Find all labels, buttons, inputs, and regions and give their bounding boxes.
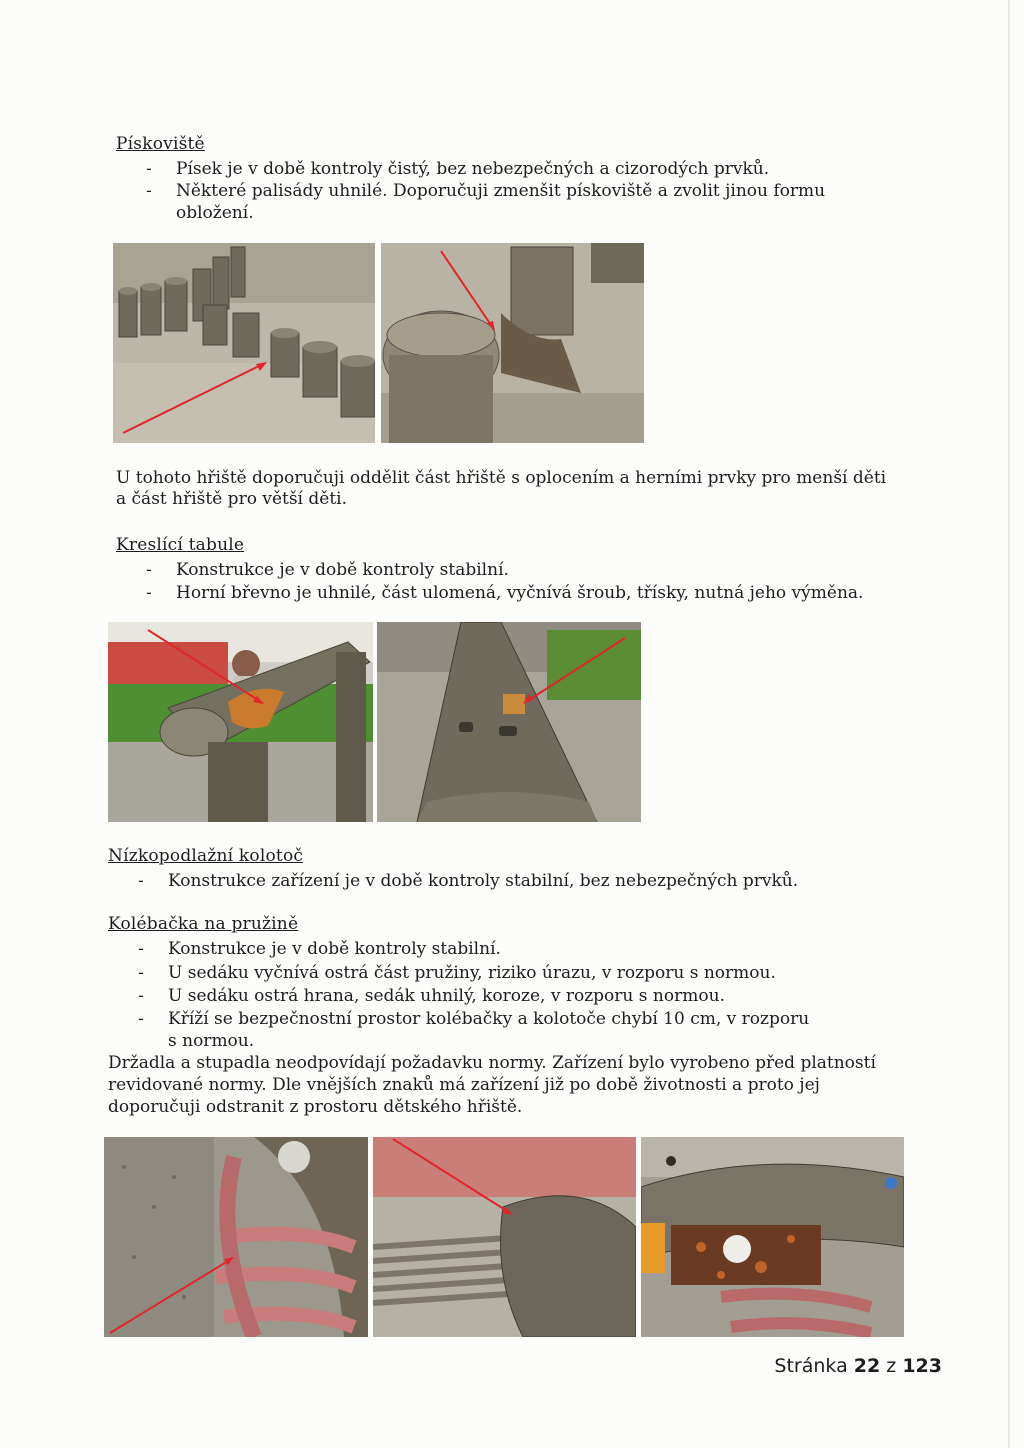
list-item-text: Písek je v době kontroly čistý, bez nebezpečných a cizorodých prvků. [176,159,770,179]
photo-spring-sharp-part [104,1137,368,1337]
page-footer [774,1355,942,1377]
list-item-text: Horní břevno je uhnilé, část ulomená, vyčnívá šroub, třísky, nutná jeho výměna. [176,583,864,603]
bullet-dash: - [138,986,144,1006]
photo-sandbox-palisades [113,243,375,443]
photo-drawing-board-beam [108,622,373,822]
section-title-kolotoc: Nízkopodlažní kolotoč [108,846,304,866]
bullet-dash: - [146,181,152,201]
paragraph-line: revidované normy. Dle vnějších znaků má zařízení již po době životnosti a proto jej [108,1075,820,1095]
list-item-text: U sedáku ostrá hrana, sedák uhnilý, koroze, v rozporu s normou. [168,986,725,1006]
bullet-dash: - [146,560,152,580]
section-title-kolebacka: Kolébačka na pružině [108,914,299,934]
paragraph-line: doporučuji odstranit z prostoru dětského hřiště. [108,1097,523,1117]
note-line: a část hřiště pro větší děti. [116,489,348,509]
list-item-text: Konstrukce zařízení je v době kontroly stabilní, bez nebezpečných prvků. [168,871,799,891]
list-item-text: Kříží se bezpečnostní prostor kolébačky a kolotoče chybí 10 cm, v rozporu [168,1009,810,1029]
list-item-text: Některé palisády uhnilé. Doporučuji zmenšit pískoviště a zvolit jinou formu [176,181,826,201]
section-title-piskoviste: Pískoviště [116,134,205,154]
bullet-dash: - [146,583,152,603]
photo-seat-corrosion [641,1137,904,1337]
bullet-dash: - [138,963,144,983]
footer-prefix: Stránka [774,1355,848,1377]
list-item-text: Konstrukce je v době kontroly stabilní. [176,560,509,580]
footer-separator: z [886,1355,897,1377]
scan-edge [1008,0,1010,1448]
list-item-continuation: obložení. [176,203,254,223]
bullet-dash: - [138,939,144,959]
bullet-dash: - [138,871,144,891]
list-item-text: U sedáku vyčnívá ostrá část pružiny, riziko úrazu, v rozporu s normou. [168,963,776,983]
bullet-dash: - [138,1009,144,1029]
list-item-text: Konstrukce je v době kontroly stabilní. [168,939,501,959]
footer-page-total: 123 [902,1355,942,1377]
list-item-continuation: s normou. [168,1031,255,1051]
section-title-kreslici-tabule: Kreslící tabule [116,535,245,555]
photo-rotten-palisade [381,243,644,443]
bullet-dash: - [146,159,152,179]
photo-seat-sharp-edge [373,1137,636,1337]
footer-page-number: 22 [853,1355,881,1377]
photo-beam-bolt [377,622,641,822]
paragraph-line: Držadla a stupadla neodpovídají požadavku normy. Zařízení bylo vyrobeno před platností [108,1053,876,1073]
note-line: U tohoto hřiště doporučuji oddělit část hřiště s oplocením a herními prvky pro menší děti [116,468,887,488]
